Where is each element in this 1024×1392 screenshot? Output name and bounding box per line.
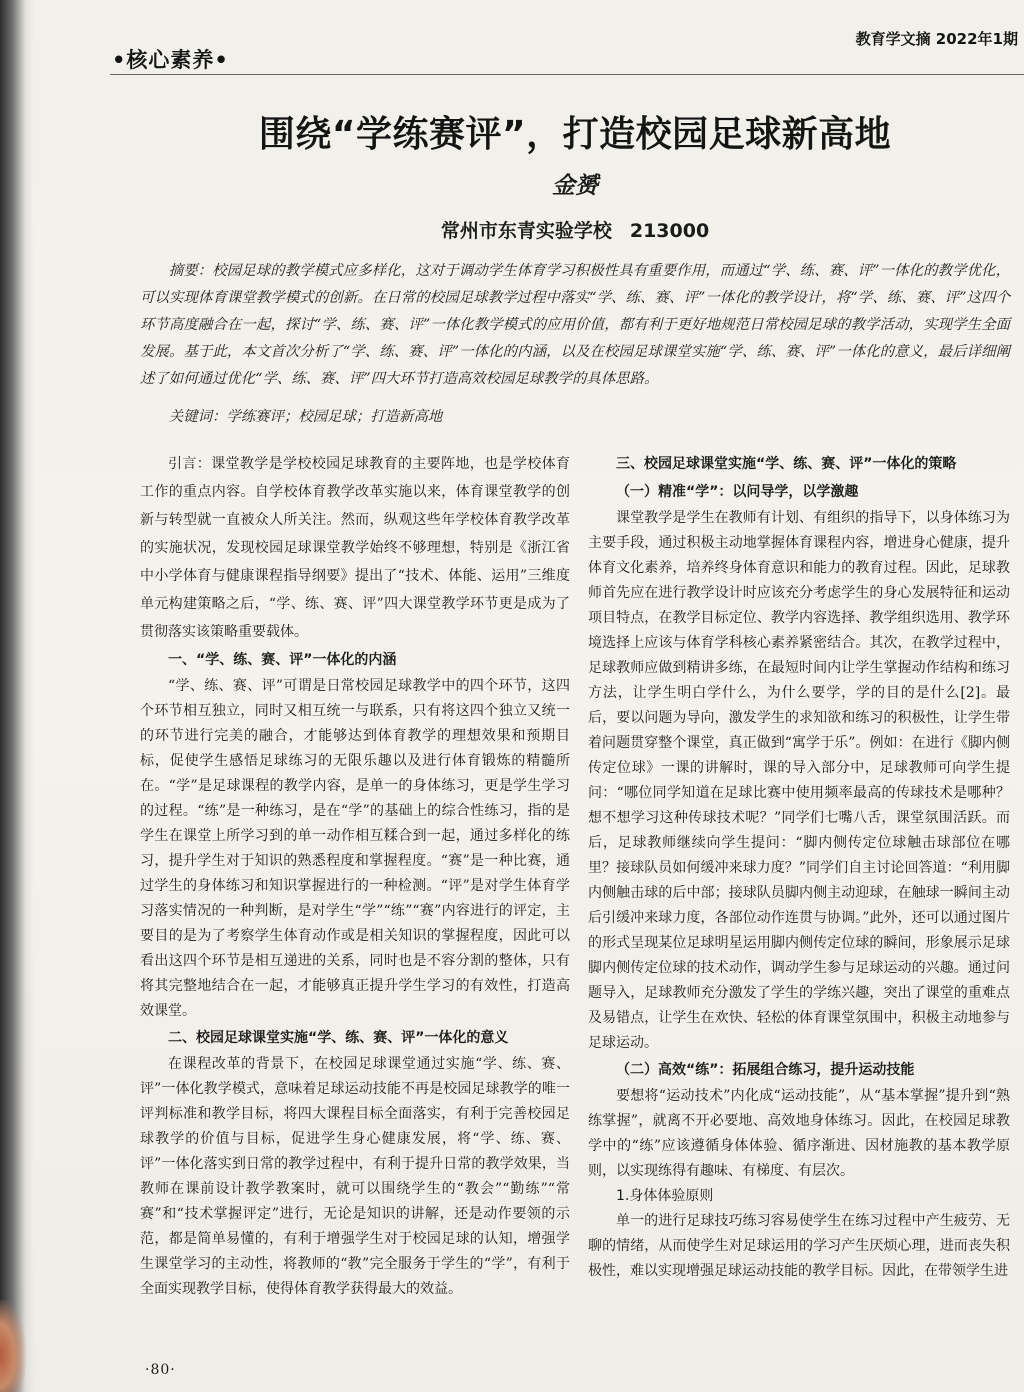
subsection-2-heading: （二）高效“练”：拓展组合练习，提升运动技能 <box>616 1062 915 1078</box>
binding-shadow <box>0 0 34 1392</box>
abstract-label: 摘要： <box>168 263 213 279</box>
journal-issue: 教育学文摘 2022年1期 <box>855 30 1018 48</box>
principle-1-heading: 1.身体体验原则 <box>616 1188 714 1204</box>
principle-1-body: 单一的进行足球技巧练习容易使学生在练习过程中产生疲劳、无聊的情绪，从而使学生对足球运用的学习产生厌烦心理，进而丧失积极性，难以实现增强足球运动技能的教学目标。因此，在带领学生进 <box>588 1213 1010 1279</box>
author-name: 金赟 <box>552 172 598 199</box>
abstract-text: 校园足球的教学模式应多样化，这对于调动学生体育学习积极性具有重要作用，而通过“学、练、赛、评”一体化的教学优化，可以实现体育课堂教学模式的创新。在日常的校园足球教学过程中落实“学、练、赛、评”一体化的教学设计，将“学、练、赛、评”这四个环节高度融合在一起，探讨“学、练、赛、评”一体化教学模式的应用价值，都有利于更好地规范日常校园足球的教学活动，实现学生全面发展。基于此，本文首次分析了“学、练、赛、评”一体化的内涵，以及在校园足球课堂实施“学、练、赛、评”一体化的意义，最后详细阐述了如何通过优化“学、练、赛、评”四大环节打造高效校园足球教学的具体思路。 <box>140 263 1010 387</box>
section-1-body: “学、练、赛、评”可谓是日常校园足球教学中的四个环节，这四个环节相互独立，同时又相互统一与联系，只有将这四个独立又统一的环节进行完美的融合，才能够达到体育教学的理想效果和预期目标，促使学生感悟足球练习的无限乐趣以及进行体育锻炼的精髓所在。“学”是足球课程的教学内容，是单一的身体练习，更是学生学习的过程。“练”是一种练习，是在“学”的基础上的综合性练习，指的是学生在课堂上所学习到的单一动作相互糅合到一起，通过多样化的练习，提升学生对于知识的熟悉程度和掌握程度。“赛”是一种比赛，通过学生的身体练习和知识掌握进行的一种检测。“评”是对学生体育学习落实情况的一种判断，是对学生“学”“练”“赛”内容进行的评定，主要目的是为了考察学生体育动作或是相关知识的掌握程度，因此可以看出这四个环节是相互递进的关系，同时也是不容分割的整体，只有将其完整地结合在一起，才能够真正提升学生学习的有效性，打造高效课堂。 <box>140 678 570 1019</box>
subsection-2-body: 要想将“运动技术”内化成“运动技能”，从“基本掌握”提升到“熟练掌握”，就离不开必要地、高效地身体练习。因此，在校园足球教学中的“练”应该遵循身体体验、循序渐进、因材施教的基本教学原则，以实现练得有趣味、有梯度、有层次。 <box>588 1088 1010 1179</box>
page-number: ·80· <box>145 1362 176 1378</box>
subsection-1-heading: （一）精准“学”：以问导学，以学激趣 <box>616 484 859 500</box>
article-title: 围绕“学练赛评”，打造校园足球新高地 <box>258 114 892 155</box>
introduction <box>140 450 570 646</box>
left-column <box>140 450 570 1302</box>
keywords <box>140 404 1010 431</box>
section-tag: •核心素养• <box>112 48 229 72</box>
subsection-1-body: 课堂教学是学生在教师有计划、有组织的指导下，以身体练习为主要手段，通过积极主动地掌握体育课程内容，增进身心健康，提升体育文化素养，培养终身体育意识和能力的教育过程。因此，足球教师首先应在进行教学设计时应该充分考虑学生的身心发展特征和运动项目特点，在教学目标定位、教学内容选择、教学组织选用、教学环境选择上应该与体育学科核心素养紧密结合。其次，在教学过程中，足球教师应做到精讲多练，在最短时间内让学生掌握动作结构和练习方法，让学生明白学什么，为什么要学，学的目的是什么[2]。最后，要以问题为导向，激发学生的求知欲和练习的积极性，让学生带着问题贯穿整个课堂，真正做到“寓学于乐”。例如：在进行《脚内侧传定位球》一课的讲解时，课的导入部分中，足球教师可向学生提问：“哪位同学知道在足球比赛中使用频率最高的传球技术是哪种？想不想学习这种传球技术呢？”同学们七嘴八舌，课堂氛围活跃。而后，足球教师继续向学生提问：“脚内侧传定位球触击球部位在哪里？接球队员如何缓冲来球力度？”同学们自主讨论回答道：“利用脚内侧触击球的后中部；接球队员脚内侧主动迎球，在触球一瞬间主动后引缓冲来球力度，各部位动作连贯与协调。”此外，还可以通过图片的形式呈现某位足球明星运用脚内侧传定位球的瞬间，形象展示足球脚内侧传定位球的技术动作，调动学生参与足球运动的兴趣。通过问题导入，足球教师充分激发了学生的学练兴趣，突出了课堂的重难点及易错点，让学生在欢快、轻松的体育课堂氛围中，积极主动地参与足球运动。 <box>588 510 1010 1051</box>
header-rule <box>110 74 1024 75</box>
section-1-heading: 一、“学、练、赛、评”一体化的内涵 <box>168 652 397 668</box>
postcode: 213000 <box>629 220 710 242</box>
section-2-body: 在课程改革的背景下，在校园足球课堂通过实施“学、练、赛、评”一体化教学模式，意味着足球运动技能不再是校园足球教学的唯一评判标准和教学目标，将四大课程目标全面落实，有利于完善校园足球教学的价值与目标，促进学生身心健康发展，将“学、练、赛、评”一体化落实到日常的教学过程中，有利于提升日常的教学效果，当教师在课前设计教学教案时，就可以围绕学生的“教会”“勤练”“常赛”和“技术掌握评定”进行，无论是知识的讲解，还是动作要领的示范，都是简单易懂的，有利于增强学生对于校园足球的认知，增强学生课堂学习的主动性，将教师的“教”完全服务于学生的“学”，有利于全面实现教学目标，使得体育教学获得最大的效益。 <box>140 1056 570 1297</box>
section-3-heading: 三、校园足球课堂实施“学、练、赛、评”一体化的策略 <box>616 456 957 472</box>
keywords-text: 学练赛评；校园足球；打造新高地 <box>226 409 443 425</box>
intro-text: 课堂教学是学校校园足球教育的主要阵地，也是学校体育工作的重点内容。自学校体育教学改革实施以来，体育课堂教学的创新与转型就一直被众人所关注。然而，纵观这些年学校体育教学改革的实施状况，发现校园足球课堂教学始终不够理想，特别是《浙江省中小学体育与健康课程指导纲要》提出了“技术、体能、运用”三维度单元构建策略之后，“学、练、赛、评”四大课堂教学环节更是成为了贯彻落实该策略重要载体。 <box>140 456 571 640</box>
scan-edge-mark <box>0 1300 26 1392</box>
abstract <box>140 258 1010 393</box>
keywords-label: 关键词： <box>168 409 227 425</box>
intro-label: 引言： <box>168 456 212 472</box>
section-2-heading: 二、校园足球课堂实施“学、练、赛、评”一体化的意义 <box>168 1030 509 1046</box>
right-column <box>588 450 1010 1284</box>
author-affiliation <box>140 216 1010 243</box>
school-name: 常州市东青实验学校 <box>440 220 612 242</box>
